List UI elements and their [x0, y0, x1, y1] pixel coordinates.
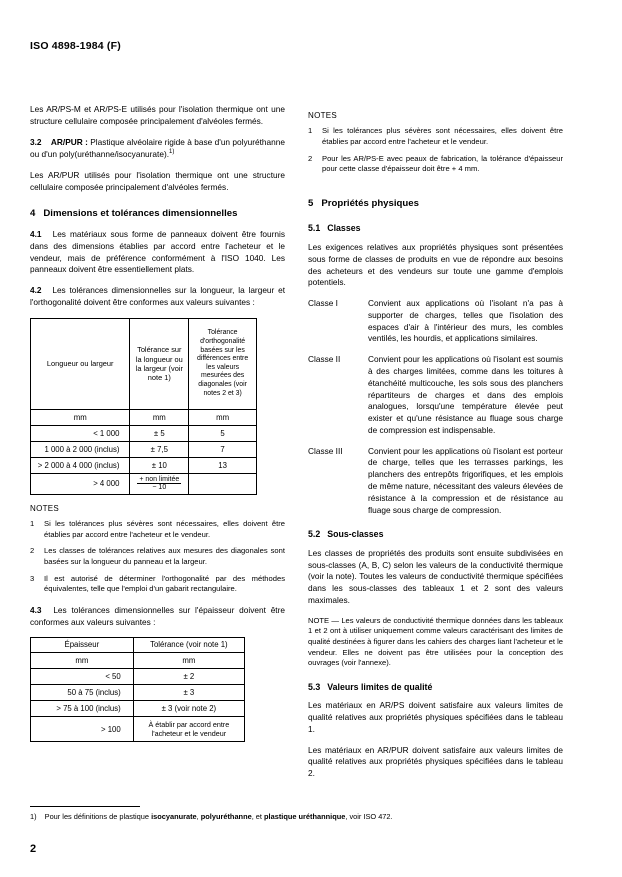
header-length-width: Longueur ou largeur [31, 318, 130, 409]
footnote-text-post: , voir ISO 472. [345, 812, 393, 821]
clause-3-2 [30, 137, 285, 161]
clause-4-3-text: Les tolérances dimensionnelles sur l'épaisseur doivent être conformes aux valeurs suivantes : [30, 604, 285, 627]
class-label: Classe III [308, 445, 343, 456]
header-thickness: Épaisseur [31, 638, 134, 653]
cell-range: < 1 000 [31, 425, 130, 441]
class-description: Convient pour les applications où l'isolant est porteur de charge, telles que les terrasses parkings, les planchers des entrepôts frigorifiques, et les emplois de même nature, nécessitant des valeurs élevées de résistance à la compression et de résistance au fluage sous charge de compression. [368, 445, 563, 515]
table-row [31, 685, 245, 701]
table-header-row [31, 318, 257, 409]
table-row [31, 457, 257, 473]
paragraph-ar-pur: Les AR/PUR utilisés pour l'isolation thermique ont une structure cellulaire composée principalement d'alvéoles fermés. [30, 169, 285, 192]
footnote-text-pre: Pour les définitions de plastique [44, 812, 152, 821]
section-5-heading [308, 197, 563, 211]
cell-thickness: > 75 à 100 (inclus) [31, 701, 134, 717]
cell-tolerance: À établir par accord entre l'acheteur et le vendeur [133, 717, 244, 742]
cell-thickness: > 100 [31, 717, 134, 742]
section-5-1-text: Les exigences relatives aux propriétés physiques sont présentées sous forme de classes de produits en vue de répondre aux besoins des acheteurs et des vendeurs sur toute une gamme d'emplois potentiels. [308, 241, 563, 288]
cell-tolerance: ± 10 [130, 457, 189, 473]
header-tolerance-length: Tolérance sur la longueur ou la largeur (voir note 1) [130, 318, 189, 409]
clause-4-1-text: Les matériaux sous forme de panneaux doivent être fournis dans des dimensions établies par accord entre l'acheteur et le vendeur, mais de préférence conformément à l'ISO 1040. Les panneaux doivent être essentiellement plats. [30, 229, 285, 275]
cell-thickness: < 50 [31, 669, 134, 685]
cell-range: 1 000 à 2 000 (inclus) [31, 441, 130, 457]
right-column [308, 104, 563, 789]
section-5-3-title: Valeurs limites de qualité [327, 681, 433, 692]
table-row [31, 474, 257, 495]
document-header: ISO 4898-1984 (F) [30, 40, 121, 52]
section-5-title: Propriétés physiques [321, 197, 419, 209]
unit-cell: mm [31, 409, 130, 425]
section-5-3-heading [308, 681, 563, 693]
cell-tolerance-fraction: $\frac{\text{+ non limitée}}{- 10}$ [130, 474, 189, 495]
note-text: Si les tolérances plus sévères sont nécessaires, elles doivent être établies par accord entre l'acheteur et le vendeur. [322, 126, 563, 146]
clause-4-2-text: Les tolérances dimensionnelles sur la longueur, la largeur et l'orthogonalité doivent être conformes aux valeurs suivantes : [30, 285, 285, 307]
cell-thickness: 50 à 75 (inclus) [31, 685, 134, 701]
cell-tolerance: ± 3 [133, 685, 244, 701]
clause-4-2 [30, 285, 285, 309]
class-label: Classe I [308, 298, 338, 309]
section-5-3-paragraph-2: Les matériaux en AR/PUR doivent satisfaire aux valeurs limites de qualité relatives aux propriétés physiques spécifiées dans le tableau 2. [308, 744, 563, 779]
section-4-heading [30, 207, 285, 221]
section-5-2-text: Les classes de propriétés des produits sont ensuite subdivisées en sous-classes (A, B, C) selon les valeurs de la conductivité thermique (voir la note). Toutes les valeurs de conductivité thermique spécifiées dans les sous-classes des tableaux 1 et 2 sont des valeurs maximales. [308, 547, 563, 605]
note-number: 1 [30, 519, 35, 529]
footnote-ref: 1) [169, 149, 175, 156]
cell-tolerance: ± 7,5 [130, 441, 189, 457]
section-4-number: 4 [30, 208, 36, 220]
note-item [30, 574, 285, 595]
page-number: 2 [30, 843, 37, 855]
clause-4-1-number: 4.1 [30, 229, 42, 240]
footnote-divider [30, 806, 140, 807]
class-definition-row [308, 298, 563, 345]
note-number: 2 [308, 153, 313, 163]
class-description: Convient pour les applications où l'isolant est soumis à des charges limitées, comme dans les toitures à étanchéité multicouche, les sols sous des planchers répartiteurs de charges et dans des emplois analogues, lorsqu'une température élevée peut exister et qu'une résistance au fluage sous charge de compression est indispensable. [368, 354, 563, 435]
cell-squareness: 13 [189, 457, 257, 473]
note-item [30, 546, 285, 567]
table-units-row [31, 653, 245, 669]
unit-cell: mm [130, 409, 189, 425]
class-description: Convient aux applications où l'isolant n'a pas à supporter de charges, telles que l'isolation des espaces d'air à l'intérieur des murs, les combles ventilés, les hourdis, et applications similaires. [368, 298, 563, 344]
cell-range: > 2 000 à 4 000 (inclus) [31, 457, 130, 473]
notes-heading: NOTES [30, 503, 60, 513]
cell-tolerance: ± 2 [133, 669, 244, 685]
table-row [31, 425, 257, 441]
footnote [30, 812, 570, 822]
unit-cell: mm [189, 409, 257, 425]
clause-3-2-text: Plastique alvéolaire rigide à base d'un polyuréthanne ou d'un poly(uréthanne/isocyanurate). [30, 136, 285, 160]
clause-4-1 [30, 229, 285, 276]
unit-cell: mm [133, 653, 244, 669]
section-5-1-title: Classes [327, 223, 361, 234]
table-row [31, 717, 245, 742]
table-units-row [31, 409, 257, 425]
note-text: Il est autorisé de déterminer l'orthogonalité par des méthodes équivalentes, telle que l'emploi d'un gabarit rectangulaire. [44, 573, 285, 594]
cell-squareness: 7 [189, 441, 257, 457]
table-header-row [31, 638, 245, 653]
clause-3-2-title: AR/PUR : [50, 136, 88, 147]
class-definition-row [308, 354, 563, 436]
clause-4-2-number: 4.2 [30, 285, 42, 296]
class-label: Classe II [308, 354, 341, 365]
cell-tolerance: ± 5 [130, 425, 189, 441]
clause-4-3-number: 4.3 [30, 604, 42, 615]
class-definition-row [308, 446, 563, 517]
tolerance-table-thickness [30, 637, 245, 742]
clause-4-3 [30, 605, 285, 629]
section-5-1-heading [308, 222, 563, 234]
note-item [308, 154, 563, 175]
footnote-sep-2: , et [251, 812, 265, 821]
cell-range: > 4 000 [31, 474, 130, 495]
note-text: Si les tolérances plus sévères sont nécessaires, elles doivent être établies par accord entre l'acheteur et le vendeur. [44, 519, 285, 539]
section-5-number: 5 [308, 197, 314, 209]
left-column [30, 104, 285, 750]
note-number: 2 [30, 546, 35, 556]
note-item [30, 519, 285, 540]
footnote-term-1: isocyanurate [151, 812, 197, 821]
section-5-1-number: 5.1 [308, 223, 321, 234]
header-tolerance: Tolérance (voir note 1) [133, 638, 244, 653]
note-item [308, 126, 563, 147]
table-row [31, 701, 245, 717]
section-5-3-number: 5.3 [308, 681, 321, 692]
section-5-2-heading [308, 528, 563, 540]
paragraph-ar-ps: Les AR/PS-M et AR/PS-E utilisés pour l'isolation thermique ont une structure cellulaire composée principalement d'alvéoles fermés. [30, 104, 285, 126]
note-text: Pour les AR/PS-E avec peaux de fabrication, la tolérance d'épaisseur pour cette classe d'épaisseur doit être + 4 mm. [322, 153, 563, 174]
note-number: 3 [30, 573, 35, 583]
section-5-2-note: NOTE — Les valeurs de conductivité thermique données dans les tableaux 1 et 2 ont à utiliser uniquement comme valeurs caractérisant des limites de qualité destinées à figurer dans les cahiers des charges liant l'acheteur et le vendeur. Elles ne doivent pas être utilisées pour la conception des ouvrages (voir l'annexe). [308, 615, 563, 668]
note-text: Les classes de tolérances relatives aux mesures des diagonales sont basées sur la longueur du panneau et la largeur. [44, 546, 285, 566]
note-number: 1 [308, 126, 313, 136]
section-5-3-paragraph-1: Les matériaux en AR/PS doivent satisfaire aux valeurs limites de qualité relatives aux propriétés physiques spécifiées dans le tableau 1. [308, 700, 563, 734]
table-row [31, 669, 245, 685]
table-row [31, 441, 257, 457]
section-5-2-number: 5.2 [308, 529, 321, 540]
cell-squareness: 5 [189, 425, 257, 441]
section-4-title: Dimensions et tolérances dimensionnelles [43, 208, 238, 220]
section-5-2-title: Sous-classes [327, 529, 384, 540]
footnote-term-3: plastique uréthannique [264, 812, 346, 821]
cell-squareness [189, 474, 257, 495]
footnote-term-2: polyuréthanne [200, 812, 252, 821]
footnote-number: 1) [30, 812, 37, 821]
cell-tolerance: ± 3 (voir note 2) [133, 701, 244, 717]
clause-3-2-number: 3.2 [30, 136, 42, 147]
header-tolerance-squareness: Tolérance d'orthogonalité basées sur les différences entre les valeurs mesurées des diagonales (voir notes 2 et 3) [189, 318, 257, 409]
notes-heading: NOTES [308, 111, 338, 120]
unit-cell: mm [31, 653, 134, 669]
tolerance-table-length-width [30, 318, 257, 495]
footnote-sep-1: , [196, 812, 201, 821]
